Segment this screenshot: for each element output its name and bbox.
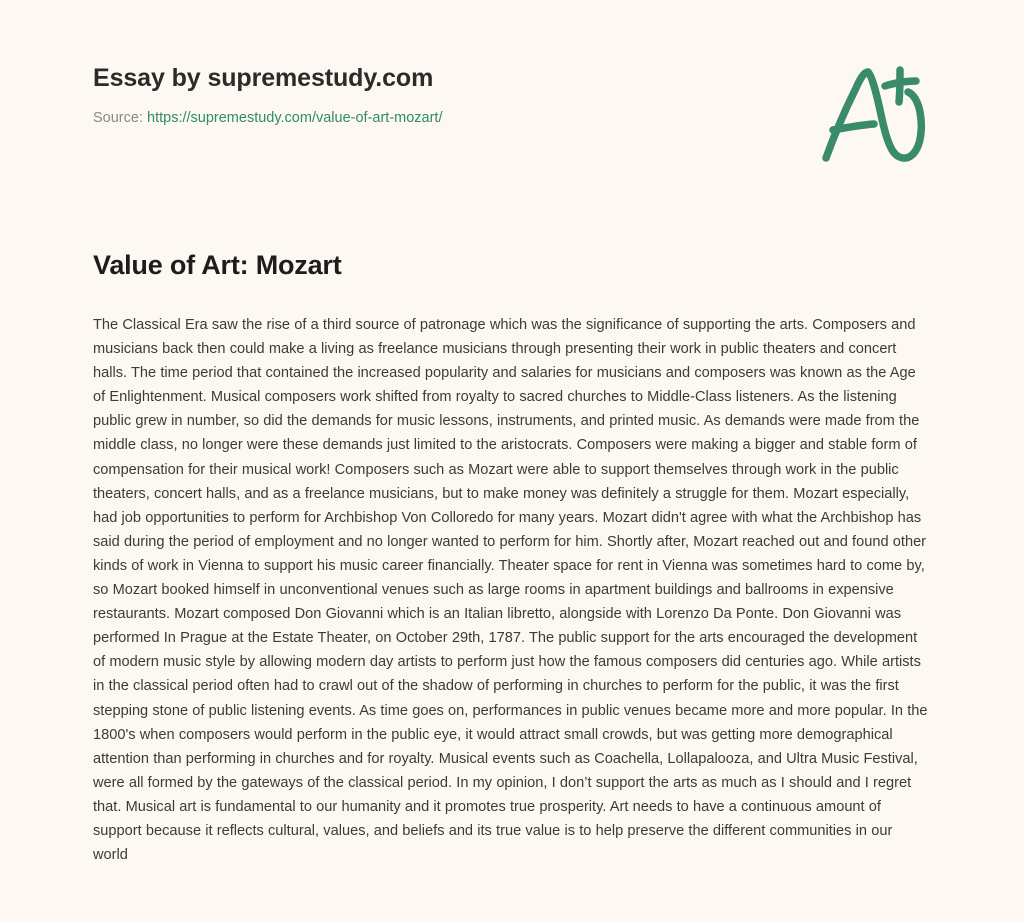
site-heading: Essay by supremestudy.com xyxy=(93,64,434,92)
essay-body xyxy=(93,313,931,867)
essay-paragraph: The Classical Era saw the rise of a third source of patronage which was the significance of supporting the arts. Composers and musicians back then could make a living as freelance musicians through presenting their work in public theaters and concert halls. The time period that contained the increased popularity and salaries for musicians and composers was known as the Age of Enlightenment. Musical composers work shifted from royalty to sacred churches to Middle-Class listeners. As the listening public grew in number, so did the demands for music lessons, instruments, and printed music. As demands were made from the middle class, no longer were these demands just limited to the aristocrats. Composers were making a bigger and stable form of compensation for their musical work! Composers such as Mozart were able to support themselves through work in the public theaters, concert halls, and as a freelance musicians, but to make money was definitely a struggle for them. Mozart especially, had job opportunities to perform for Archbishop Von Colloredo for many years. Mozart didn't agree with what the Archbishop has said during the period of employment and no longer wanted to perform for him. Shortly after, Mozart reached out and found other kinds of work in Vienna to support his music career financially. Theater space for rent in Vienna was sometimes hard to come by, so Mozart booked himself in unconventional venues such as large rooms in apartment buildings and ballrooms in expensive restaurants. Mozart composed Don Giovanni which is an Italian libretto, alongside with Lorenzo Da Ponte. Don Giovanni was performed In Prague at the Estate Theater, on October 29th, 1787. The public support for the arts encouraged the development of modern music style by allowing modern day artists to perform just how the famous composers did centuries ago. While artists in the classical period often had to crawl out of the shadow of performing in churches to perform for the public, it was the first stepping stone of public listening events. As time goes on, performances in public venues became more and more popular. In the 1800's when composers would perform in the public eye, it would attract small crowds, but was getting more demographical attention than performing in churches and for royalty. Musical events such as Coachella, Lollapalooza, and Ultra Music Festival, were all formed by the gateways of the classical period. In my opinion, I don’t support the arts as much as I should and I regret that. Musical art is fundamental to our humanity and it promotes true prosperity. Art needs to have a continuous amount of support because it reflects cultural, values, and beliefs and its true value is to help preserve the different communities in our world xyxy=(93,317,928,864)
source-url-link[interactable]: https://supremestudy.com/value-of-art-mozart/ xyxy=(147,110,443,126)
source-label: Source: xyxy=(93,110,143,126)
page-header xyxy=(93,62,931,172)
page-title: Value of Art: Mozart xyxy=(93,250,342,280)
a-plus-logo[interactable] xyxy=(812,58,940,170)
source-line xyxy=(93,108,931,128)
a-plus-logo-icon xyxy=(812,58,940,170)
